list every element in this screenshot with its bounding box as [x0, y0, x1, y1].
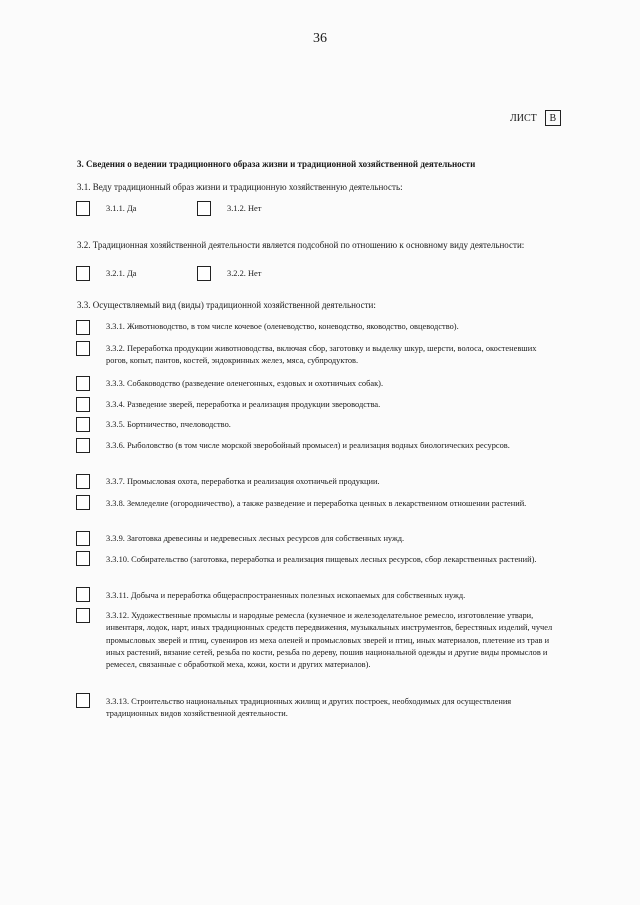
item-3-3-11: 3.3.11. Добыча и переработка общераспространенных полезных ископаемых для собственных нужд.	[106, 591, 466, 600]
checkbox-3-3-4[interactable]	[76, 397, 90, 412]
checkbox-3-3-13[interactable]	[76, 693, 90, 708]
item-3-3-2: 3.3.2. Переработка продукции животноводства, включая сбор, заготовку и выделку шкур, шерсти, волоса, окостеневших рогов, копыт, пантов, костей, эндокринных желез, мяса, субпродуктов.	[106, 344, 537, 366]
item-3-3-10: 3.3.10. Собирательство (заготовка, переработка и реализация пищевых лесных ресурсов, сбор лекарственных растений).	[106, 555, 537, 564]
checkbox-3-2-1[interactable]	[76, 266, 90, 281]
item-3-3-13: 3.3.13. Строительство национальных традиционных жилищ и других построек, необходимых для осуществления традиционных видов хозяйственной деятельности.	[106, 697, 512, 719]
checkbox-3-2-2[interactable]	[197, 266, 211, 281]
checkbox-3-3-9[interactable]	[76, 531, 90, 546]
sheet-label: ЛИСТ	[510, 112, 537, 124]
sheet-letter-box: В	[545, 110, 561, 126]
item-3-3-7: 3.3.7. Промысловая охота, переработка и реализация охотничьей продукции.	[106, 477, 380, 486]
checkbox-3-3-12[interactable]	[76, 608, 90, 623]
item-3-3-1: 3.3.1. Животноводство, в том числе кочевое (оленеводство, коневодство, яководство, овцеводство).	[106, 322, 459, 331]
item-3-3-9: 3.3.9. Заготовка древесины и недревесных лесных ресурсов для собственных нужд.	[106, 534, 405, 543]
question-3-1: 3.1. Веду традиционный образ жизни и традиционную хозяйственную деятельность:	[77, 182, 403, 192]
sheet-indicator	[510, 110, 561, 126]
option-label-3-2-1: 3.2.1. Да	[106, 269, 137, 278]
checkbox-3-3-5[interactable]	[76, 417, 90, 432]
option-label-3-1-2: 3.1.2. Нет	[227, 204, 262, 213]
item-3-3-8: 3.3.8. Земледелие (огородничество), а также разведение и переработка ценных в лекарственном отношении растений.	[106, 499, 527, 508]
section-title: 3. Сведения о ведении традиционного образа жизни и традиционной хозяйственной деятельности	[77, 159, 476, 169]
checkbox-3-3-2[interactable]	[76, 341, 90, 356]
option-label-3-2-2: 3.2.2. Нет	[227, 269, 262, 278]
checkbox-3-3-7[interactable]	[76, 474, 90, 489]
item-3-3-4: 3.3.4. Разведение зверей, переработка и реализация продукции звероводства.	[106, 400, 381, 409]
page-number: 36	[313, 31, 327, 46]
checkbox-3-3-6[interactable]	[76, 438, 90, 453]
checkbox-3-3-10[interactable]	[76, 551, 90, 566]
checkbox-3-1-2[interactable]	[197, 201, 211, 216]
checkbox-3-3-11[interactable]	[76, 587, 90, 602]
checkbox-3-3-3[interactable]	[76, 376, 90, 391]
checkbox-3-3-1[interactable]	[76, 320, 90, 335]
item-3-3-12: 3.3.12. Художественные промыслы и народные ремесла (кузнечное и железоделательное ремесло, изготовление утвари, инвентаря, лодок, нарт, иных традиционных средств передвижения, музыкальных инструментов, берестяных изделий, чучел промысловых зверей и птиц, сувениров из меха оленей и промысловых зверей и птиц, иных материалов, плетение из трав и иных растений, вязание сетей, резьба по кости, резьба по дереву, пошив национальной одежды и другие виды промыслов и ремесел, связанные с обработкой меха, кожи, кости и других материалов).	[106, 611, 553, 670]
checkbox-3-3-8[interactable]	[76, 495, 90, 510]
question-3-2: 3.2. Традиционная хозяйственной деятельности является подсобной по отношению к основному виду деятельности:	[77, 240, 525, 250]
question-3-3: 3.3. Осуществляемый вид (виды) традиционной хозяйственной деятельности:	[77, 300, 376, 310]
item-3-3-5: 3.3.5. Бортничество, пчеловодство.	[106, 420, 231, 429]
item-3-3-3: 3.3.3. Собаководство (разведение оленегонных, ездовых и охотничьих собак).	[106, 379, 384, 388]
option-label-3-1-1: 3.1.1. Да	[106, 204, 137, 213]
item-3-3-6: 3.3.6. Рыболовство (в том числе морской зверобойный промысел) и реализация водных биологических ресурсов.	[106, 441, 510, 450]
checkbox-3-1-1[interactable]	[76, 201, 90, 216]
